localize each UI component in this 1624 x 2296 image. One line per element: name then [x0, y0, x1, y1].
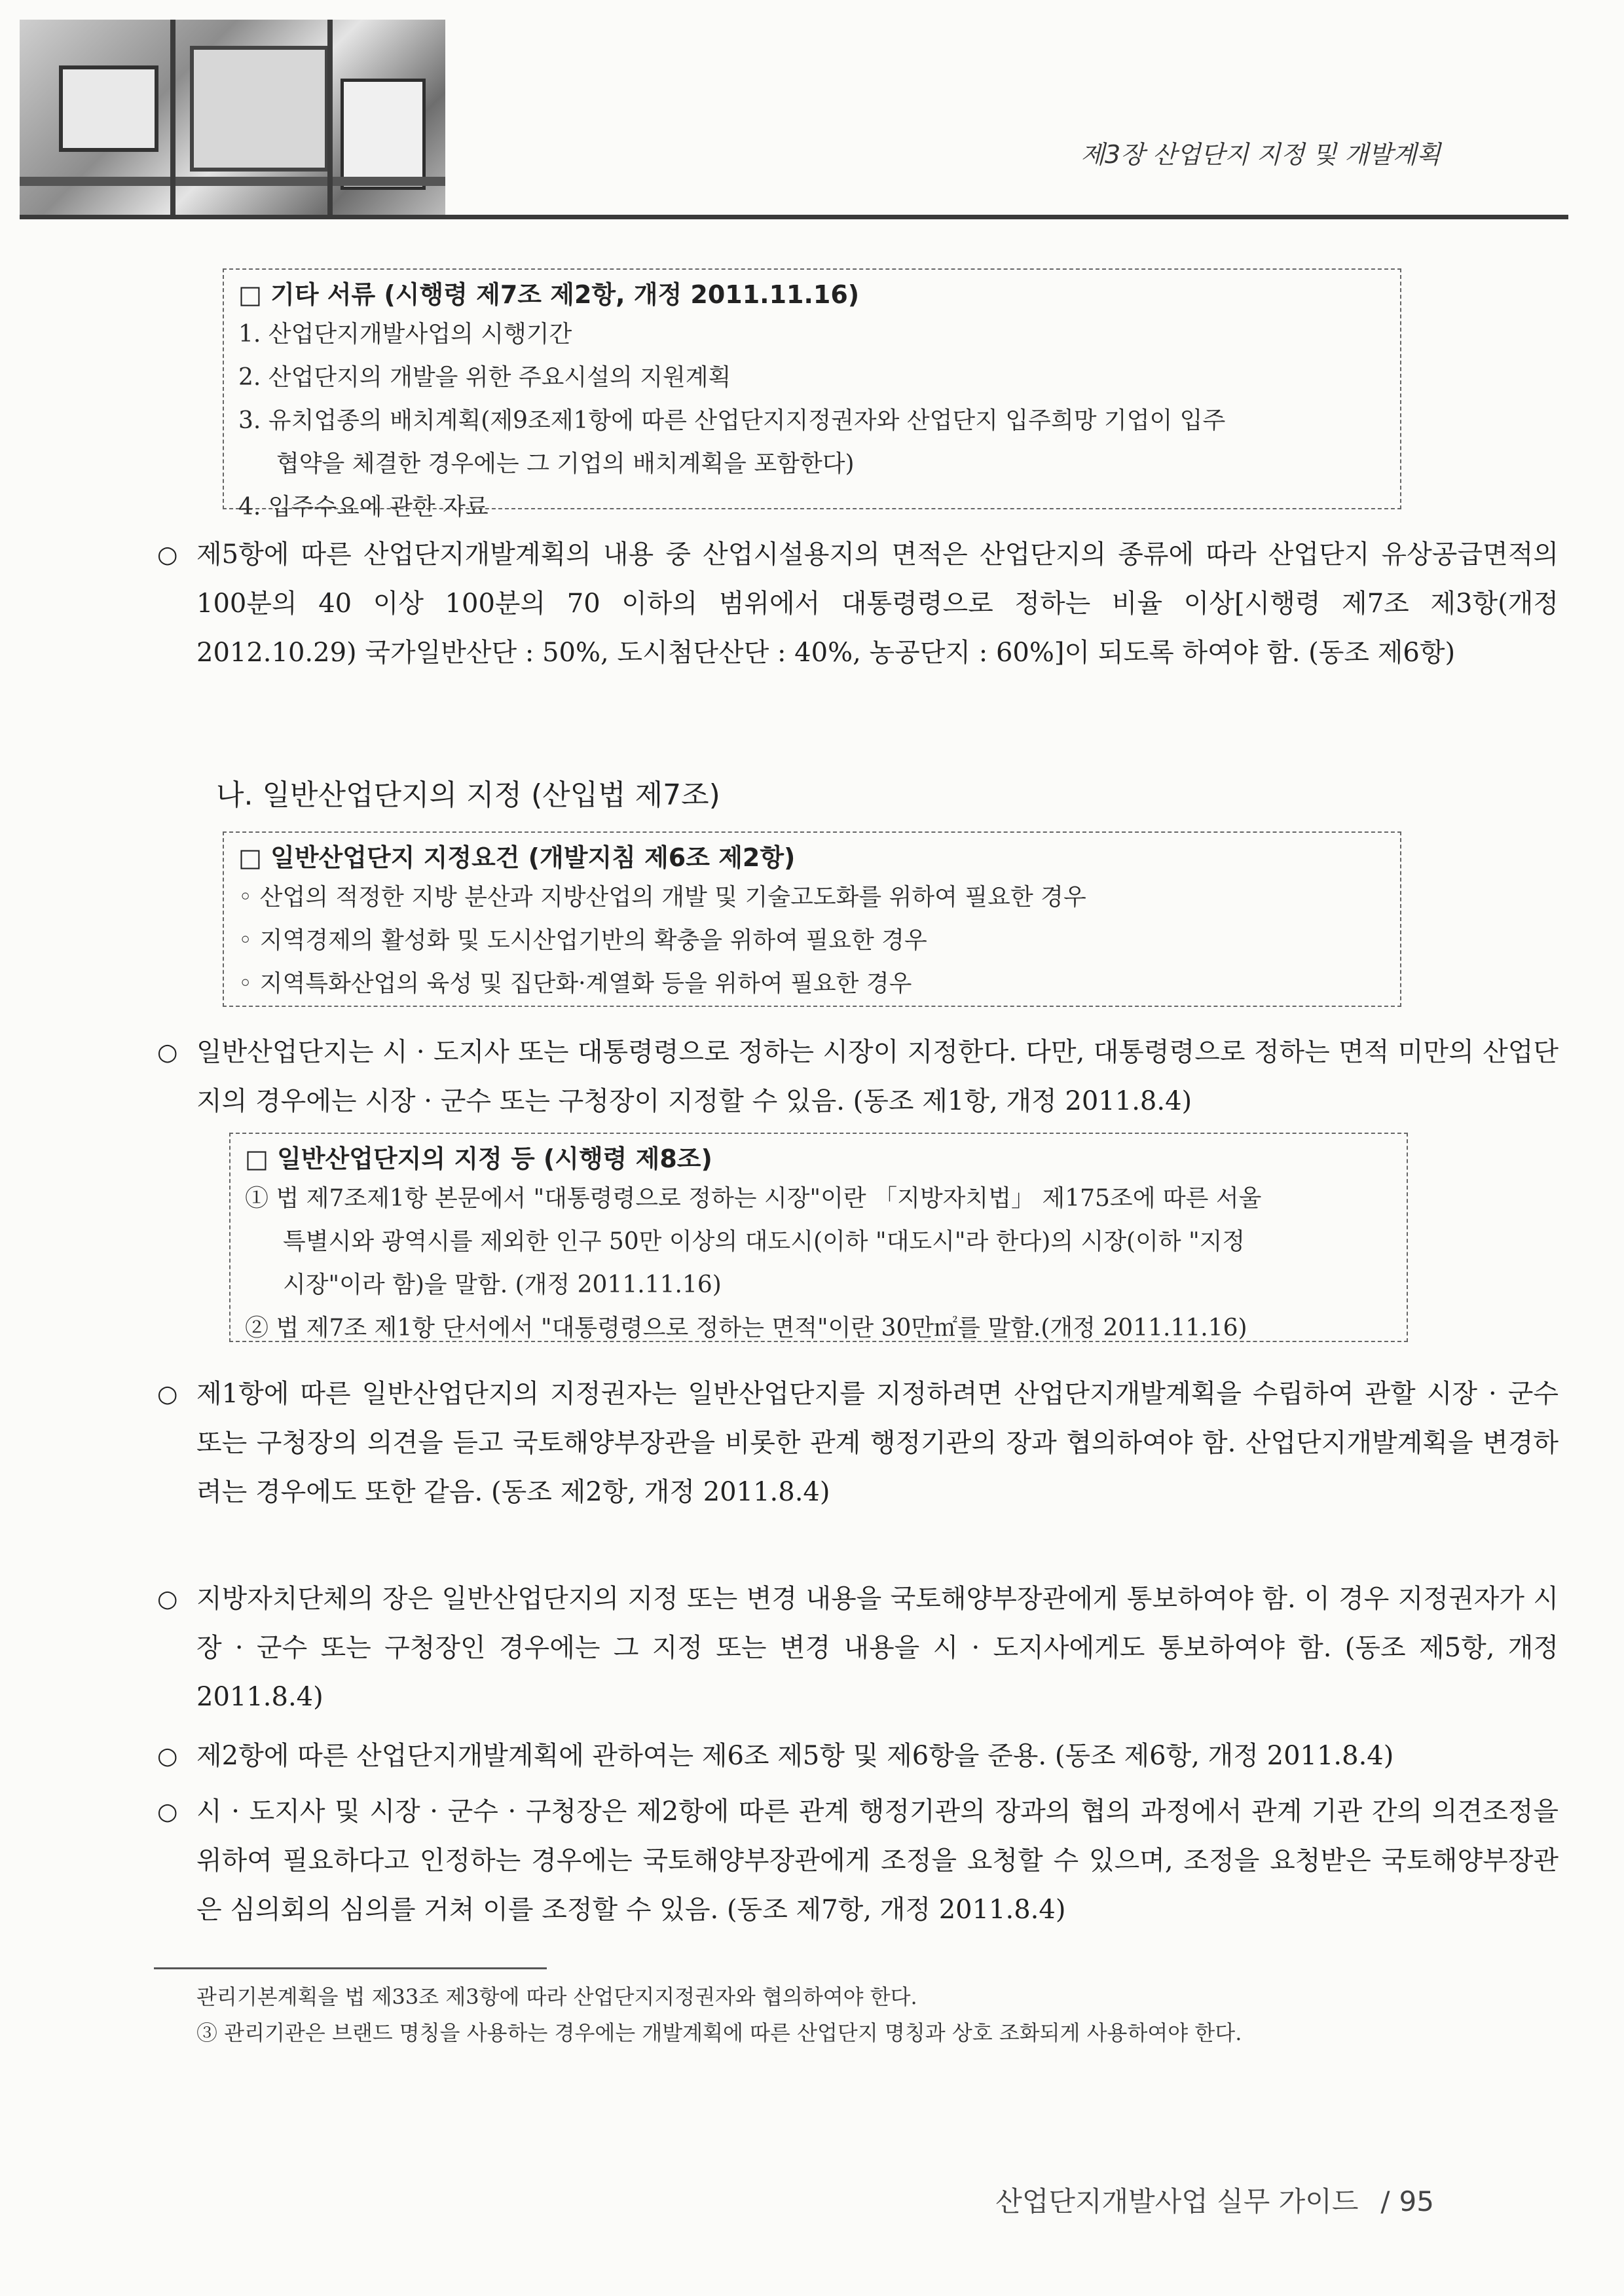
- paragraph-text: 제5항에 따른 산업단지개발계획의 내용 중 산업시설용지의 면적은 산업단지의 종류에 따라 산업단지 유상공급면적의 100분의 40 이상 100분의 70 이하의 범위에서 대통령령으로 정하는 비율 이상[시행령 제7조 제3항(개정 2012.10.29) 국가일반산단 : 50%, 도시첨단산단 : 40%, 농공단지 : 60%]이 되도록 하여야 함. (동조 제6항): [196, 539, 1559, 668]
- chapter-title: 제3장 산업단지 지정 및 개발계획: [1080, 140, 1441, 169]
- header-photo-window: [190, 46, 329, 172]
- header-photo-window: [341, 79, 426, 190]
- paragraph-text: 제1항에 따른 일반산업단지의 지정권자는 일반산업단지를 지정하려면 산업단지개발계획을 수립하여 관할 시장 · 군수 또는 구청장의 의견을 듣고 국토해양부장관을 비롯한 관계 행정기관의 장과 협의하여야 함. 산업단지개발계획을 변경하려는 경우에도 또한 같음. (동조 제2항, 개정 2011.8.4): [196, 1379, 1559, 1507]
- header-photo-post: [327, 20, 333, 216]
- box-title: □ 일반산업단지의 지정 등 (시행령 제8조): [245, 1144, 712, 1173]
- box-line: 1. 산업단지개발사업의 시행기간: [238, 321, 572, 348]
- footnote-rule: [154, 1967, 547, 1969]
- paragraph: [157, 1787, 1559, 1935]
- guide-title: 산업단지개발사업 실무 가이드: [995, 2185, 1359, 2217]
- other-documents-box: [223, 268, 1401, 520]
- paragraph-text: 시 · 도지사 및 시장 · 군수 · 구청장은 제2항에 따른 관계 행정기관의 장과의 협의 과정에서 관계 기관 간의 의견조정을 위하여 필요하다고 인정하는 경우에는 국토해양부장관에게 조정을 요청할 수 있으며, 조정을 요청받은 국토해양부장관은 심의회의 심의를 거쳐 이를 조정할 수 있음. (동조 제7항, 개정 2011.8.4): [196, 1796, 1559, 1925]
- designation-decree-box: [229, 1133, 1408, 1342]
- box-line: ◦ 지역특화산업의 육성 및 집단화·계열화 등을 위하여 필요한 경우: [238, 970, 912, 997]
- bullet: ○: [157, 1381, 178, 1408]
- paragraph-text: 지방자치단체의 장은 일반산업단지의 지정 또는 변경 내용을 국토해양부장관에게 통보하여야 함. 이 경우 지정권자가 시장 · 군수 또는 구청장인 경우에는 그 지정 또는 변경 내용을 시 · 도지사에게도 통보하여야 함. (동조 제5항, 개정 2011.8.4): [196, 1584, 1559, 1712]
- footer-separator: /: [1380, 2185, 1390, 2217]
- header-photo-beam: [20, 177, 445, 186]
- paragraph-text: 제2항에 따른 산업단지개발계획에 관하여는 제6조 제5항 및 제6항을 준용. (동조 제6항, 개정 2011.8.4): [196, 1741, 1394, 1771]
- header-photo-window: [59, 65, 158, 152]
- box-line: ① 법 제7조제1항 본문에서 "대통령령으로 정하는 시장"이란 「지방자치법」 제175조에 따른 서울: [245, 1185, 1262, 1212]
- paragraph: [157, 1732, 1559, 1781]
- box-line: 시장"이라 함)을 말함. (개정 2011.11.16): [283, 1271, 722, 1298]
- box-line: ② 법 제7조 제1항 단서에서 "대통령령으로 정하는 면적"이란 30만㎡를 말함.(개정 2011.11.16): [245, 1315, 1247, 1341]
- page-number: 95: [1399, 2185, 1434, 2217]
- bullet: ○: [157, 1586, 178, 1613]
- box-title: □ 기타 서류 (시행령 제7조 제2항, 개정 2011.11.16): [238, 280, 860, 309]
- box-line: 2. 산업단지의 개발을 위한 주요시설의 지원계획: [238, 364, 731, 391]
- header-photo-post: [170, 20, 175, 216]
- box-line: ◦ 산업의 적정한 지방 분산과 지방산업의 개발 및 기술고도화를 위하여 필요한 경우: [238, 884, 1086, 911]
- box-line: 협약을 체결한 경우에는 그 기업의 배치계획을 포함한다): [276, 450, 855, 477]
- box-line: 3. 유치업종의 배치계획(제9조제1항에 따른 산업단지지정권자와 산업단지 입주희망 기업이 입주: [238, 407, 1226, 434]
- bullet: ○: [157, 1798, 178, 1825]
- box-line: 4. 입주수요에 관한 자료: [238, 494, 489, 520]
- header-photo: [20, 20, 445, 216]
- paragraph: [157, 1028, 1559, 1126]
- page-footer: [995, 2180, 1434, 2219]
- paragraph-text: 일반산업단지는 시 · 도지사 또는 대통령령으로 정하는 시장이 지정한다. 다만, 대통령령으로 정하는 면적 미만의 산업단지의 경우에는 시장 · 군수 또는 구청장이 지정할 수 있음. (동조 제1항, 개정 2011.8.4): [196, 1037, 1559, 1116]
- box-line: ◦ 지역경제의 활성화 및 도시산업기반의 확충을 위하여 필요한 경우: [238, 927, 927, 954]
- box-title: □ 일반산업단지 지정요건 (개발지침 제6조 제2항): [238, 843, 796, 872]
- designation-requirements-box: [223, 831, 1401, 1007]
- footnote: ③ 관리기관은 브랜드 명칭을 사용하는 경우에는 개발계획에 따른 산업단지 명칭과 상호 조화되게 사용하여야 한다.: [196, 2020, 1242, 2045]
- header-rule: [20, 215, 1568, 219]
- bullet: ○: [157, 1743, 178, 1770]
- bullet: ○: [157, 1039, 178, 1066]
- paragraph: [157, 1370, 1559, 1517]
- box-line: 특별시와 광역시를 제외한 인구 50만 이상의 대도시(이하 "대도시"라 한다)의 시장(이하 "지정: [283, 1228, 1246, 1255]
- paragraph: [157, 1575, 1559, 1722]
- section-heading: 나. 일반산업단지의 지정 (산입법 제7조): [216, 778, 720, 812]
- bullet: ○: [157, 541, 178, 568]
- footnote: 관리기본계획을 법 제33조 제3항에 따라 산업단지지정권자와 협의하여야 한다.: [196, 1984, 917, 2009]
- paragraph: [157, 530, 1559, 678]
